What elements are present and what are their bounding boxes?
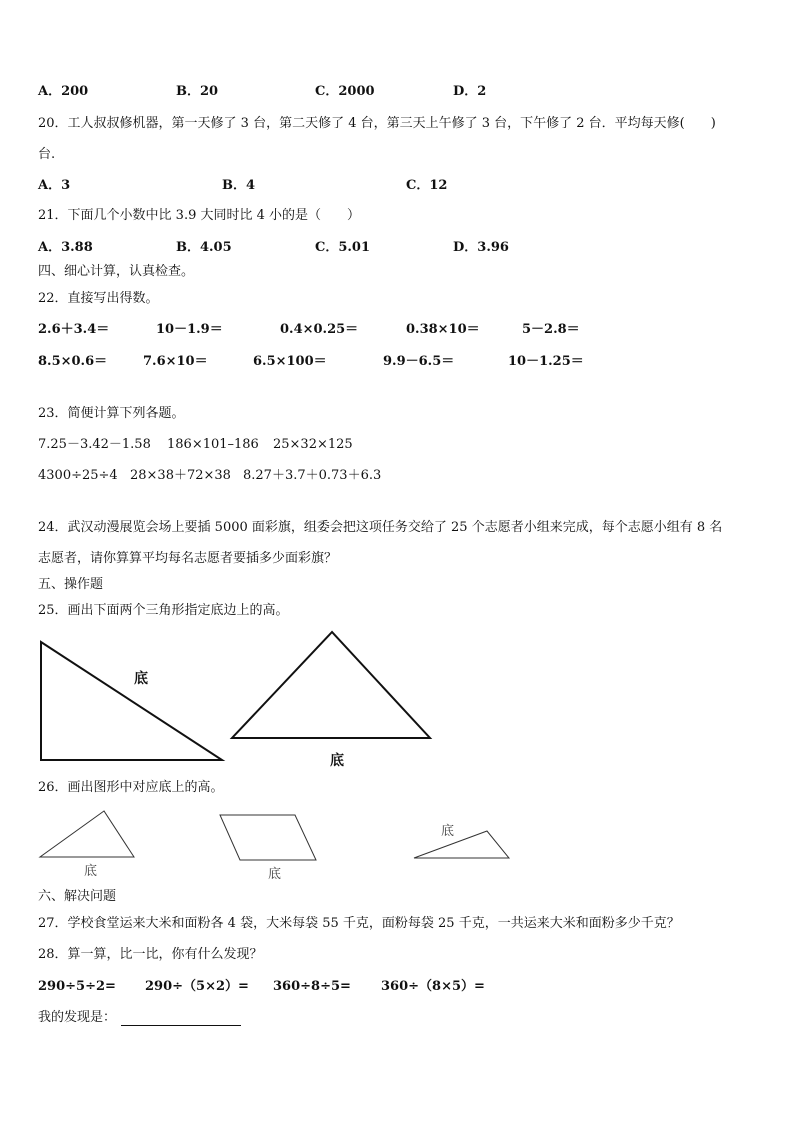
q28-expr: 290÷5÷2= [38,979,116,994]
section-5-title: 五、操作题 [38,577,104,592]
q25-question: 25．画出下面两个三角形指定底边上的高。 [38,603,289,618]
q26-base-label-1: 底 [84,864,98,879]
q22-expr: 5－2.8＝ [522,322,580,337]
q19-option-c: C．2000 [315,84,375,99]
q23-question: 23．简便计算下列各题。 [38,406,185,421]
q26-triangle-1 [40,811,134,857]
q21-option-a: A．3.88 [38,240,93,255]
q22-expr: 0.4×0.25＝ [280,322,359,337]
q25-base-label-left: 底 [134,671,148,687]
q28-expr: 360÷8÷5= [273,979,351,994]
q19-option-d: D．2 [453,84,487,99]
q28-finding-label: 我的发现是： [38,1010,117,1025]
q23-expr: 28×38＋72×38 [130,468,231,483]
q28-expr: 290÷（5×2）= [145,979,249,994]
q21-option-b: B．4.05 [176,240,232,255]
q23-expr: 186×101–186 [167,437,259,452]
q28-expr: 360÷（8×5）= [381,979,485,994]
q27-question: 27．学校食堂运来大米和面粉各 4 袋，大米每袋 55 千克，面粉每袋 25 千克，一共运来大米和面粉多少千克？ [38,916,680,931]
q21-option-d: D．3.96 [453,240,509,255]
q25-acute-triangle [232,632,430,738]
q26-base-label-3: 底 [441,824,455,839]
q20-option-b: B．4 [222,178,256,193]
q24-question-line2: 志愿者，请你算算平均每名志愿者要插多少面彩旗？ [38,551,338,566]
q23-expr: 4300÷25÷4 [38,468,118,483]
q24-question-line1: 24．武汉动漫展览会场上要插 5000 面彩旗，组委会把这项任务交给了 25 个志愿者小组来完成，每个志愿小组有 8 名 [38,520,723,535]
q19-option-b: B．20 [176,84,219,99]
q22-expr: 10－1.25＝ [508,354,584,369]
q25-right-triangle [41,642,222,760]
q20-option-c: C．12 [406,178,448,193]
q23-expr: 7.25－3.42－1.58 [38,437,151,452]
q21-option-c: C．5.01 [315,240,371,255]
q20-question-line2: 台. [38,147,56,162]
q28-question: 28．算一算，比一比，你有什么发现？ [38,947,263,962]
q19-option-a: A．200 [38,84,89,99]
q22-expr: 8.5×0.6＝ [38,354,108,369]
q26-base-label-2: 底 [268,867,282,882]
q23-expr: 8.27＋3.7＋0.73＋6.3 [243,468,382,483]
section-4-title: 四、细心计算，认真检查。 [38,264,195,279]
q22-expr: 9.9－6.5＝ [383,354,455,369]
q22-question: 22．直接写出得数。 [38,291,159,306]
q26-triangle-3 [414,831,509,858]
q25-base-label-right: 底 [330,753,344,769]
q26-parallelogram [220,815,316,860]
q21-question: 21．下面几个小数中比 3.9 大同时比 4 小的是（ ） [38,208,361,223]
q22-expr: 2.6＋3.4＝ [38,322,110,337]
q22-expr: 7.6×10＝ [143,354,208,369]
q20-question-line1: 20．工人叔叔修机器，第一天修了 3 台，第二天修了 4 台，第三天上午修了 3 台，下午修了 2 台．平均每天修( ) [38,116,716,131]
q22-expr: 0.38×10＝ [406,322,480,337]
q26-question: 26．画出图形中对应底上的高。 [38,780,224,795]
q28-finding-answer-blank[interactable] [121,1009,241,1026]
section-6-title: 六、解决问题 [38,889,117,904]
q23-expr: 25×32×125 [273,437,353,452]
q22-expr: 10－1.9＝ [156,322,223,337]
q22-expr: 6.5×100＝ [253,354,327,369]
q20-option-a: A．3 [38,178,71,193]
